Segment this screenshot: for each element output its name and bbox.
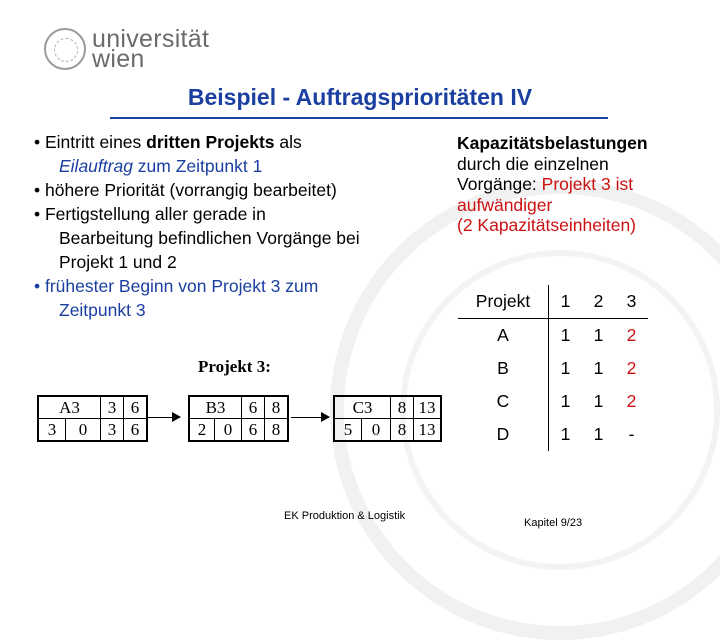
- node-value: 3: [101, 419, 124, 441]
- capacity-description: [457, 133, 717, 236]
- network-label: Projekt 3:: [198, 357, 271, 376]
- node-value: 8: [265, 397, 288, 419]
- footer-course: EK Produktion & Logistik: [284, 510, 406, 522]
- bullet-3: • Fertigstellung aller gerade in: [34, 204, 266, 224]
- activity-node-a3: [37, 395, 148, 442]
- node-value: 8: [391, 397, 414, 419]
- capacity-line-3-red: Projekt 3 ist: [541, 174, 634, 194]
- capacity-line-4: aufwändiger: [457, 194, 553, 215]
- activity-node-c3: [333, 395, 442, 442]
- bullet-list: [34, 130, 434, 322]
- node-value: 2: [190, 419, 215, 441]
- bullet-1-emphasis: Eilauftrag: [59, 156, 133, 176]
- table-cell: 1: [560, 424, 571, 444]
- bullet-1-line-2-rest: zum Zeitpunkt 1: [132, 156, 263, 176]
- bullet-1: [34, 130, 434, 154]
- table-cell: 2: [626, 325, 637, 345]
- node-value: 6: [124, 419, 147, 441]
- node-value: 5: [335, 419, 362, 441]
- table-row: [458, 319, 648, 353]
- node-value: 8: [391, 419, 414, 441]
- node-value: 3: [101, 397, 124, 419]
- network-arrow: [291, 417, 329, 418]
- logo-line-2: wien: [92, 45, 145, 73]
- node-name: B3: [190, 397, 242, 419]
- capacity-heading: Kapazitätsbelastungen: [457, 133, 648, 153]
- capacity-line-3-pre: Vorgänge:: [457, 174, 542, 194]
- table-cell: 1: [560, 325, 571, 345]
- table-cell: 1: [560, 391, 571, 411]
- table-cell: 1: [593, 391, 604, 411]
- table-cell: 1: [593, 358, 604, 378]
- node-value: 6: [242, 397, 265, 419]
- node-value: 6: [242, 419, 265, 441]
- bullet-1-text: • Eintritt eines: [34, 132, 147, 152]
- table-cell: -: [628, 424, 635, 444]
- capacity-line-3: [457, 174, 717, 195]
- table-cell: 1: [593, 325, 604, 345]
- bullet-4-line-2: Zeitpunkt 3: [59, 300, 146, 320]
- column-header: 3: [615, 285, 648, 319]
- slide-title: Beispiel - Auftragsprioritäten IV: [187, 84, 533, 110]
- column-header: 2: [582, 285, 615, 319]
- column-header: Projekt: [458, 285, 549, 319]
- capacity-line-5: (2 Kapazitätseinheiten): [457, 215, 636, 235]
- university-seal-icon: [44, 28, 86, 70]
- bullet-4: • frühester Beginn von Projekt 3 zum: [34, 276, 319, 296]
- column-header: 1: [549, 285, 583, 319]
- node-value: 13: [414, 419, 441, 441]
- table-cell: 2: [626, 391, 637, 411]
- node-value: 0: [66, 419, 101, 441]
- node-value: 0: [362, 419, 391, 441]
- table-cell: C: [458, 385, 549, 418]
- node-value: 13: [414, 397, 441, 419]
- node-name: C3: [335, 397, 391, 419]
- capacity-table: [458, 285, 648, 451]
- table-cell: A: [458, 319, 549, 353]
- logo-text: [92, 25, 210, 73]
- table-cell: B: [458, 352, 549, 385]
- bullet-1-post: als: [274, 132, 302, 152]
- university-logo: [44, 26, 209, 72]
- node-value: 0: [215, 419, 242, 441]
- title-underline: [110, 117, 608, 119]
- bullet-1-bold: dritten Projekts: [146, 132, 275, 152]
- table-header-row: [458, 285, 648, 319]
- network-arrow: [148, 417, 180, 418]
- node-value: 3: [39, 419, 66, 441]
- capacity-line-2: durch die einzelnen: [457, 153, 609, 174]
- table-row: [458, 418, 648, 451]
- bullet-3-line-3: Projekt 1 und 2: [59, 252, 177, 272]
- bullet-3-line-2: Bearbeitung befindlichen Vorgänge bei: [59, 228, 360, 248]
- activity-node-b3: [188, 395, 289, 442]
- logo-line-1: universität: [92, 25, 210, 53]
- node-value: 8: [265, 419, 288, 441]
- table-row: [458, 385, 648, 418]
- table-cell: D: [458, 418, 549, 451]
- bullet-2: • höhere Priorität (vorrangig bearbeitet): [34, 180, 337, 200]
- table-cell: 1: [593, 424, 604, 444]
- table-cell: 1: [560, 358, 571, 378]
- footer-page-number: Kapitel 9/23: [524, 517, 583, 529]
- node-value: 6: [124, 397, 147, 419]
- table-row: [458, 352, 648, 385]
- bullet-1-line-2: [34, 154, 434, 178]
- table-cell: 2: [626, 358, 637, 378]
- node-name: A3: [39, 397, 101, 419]
